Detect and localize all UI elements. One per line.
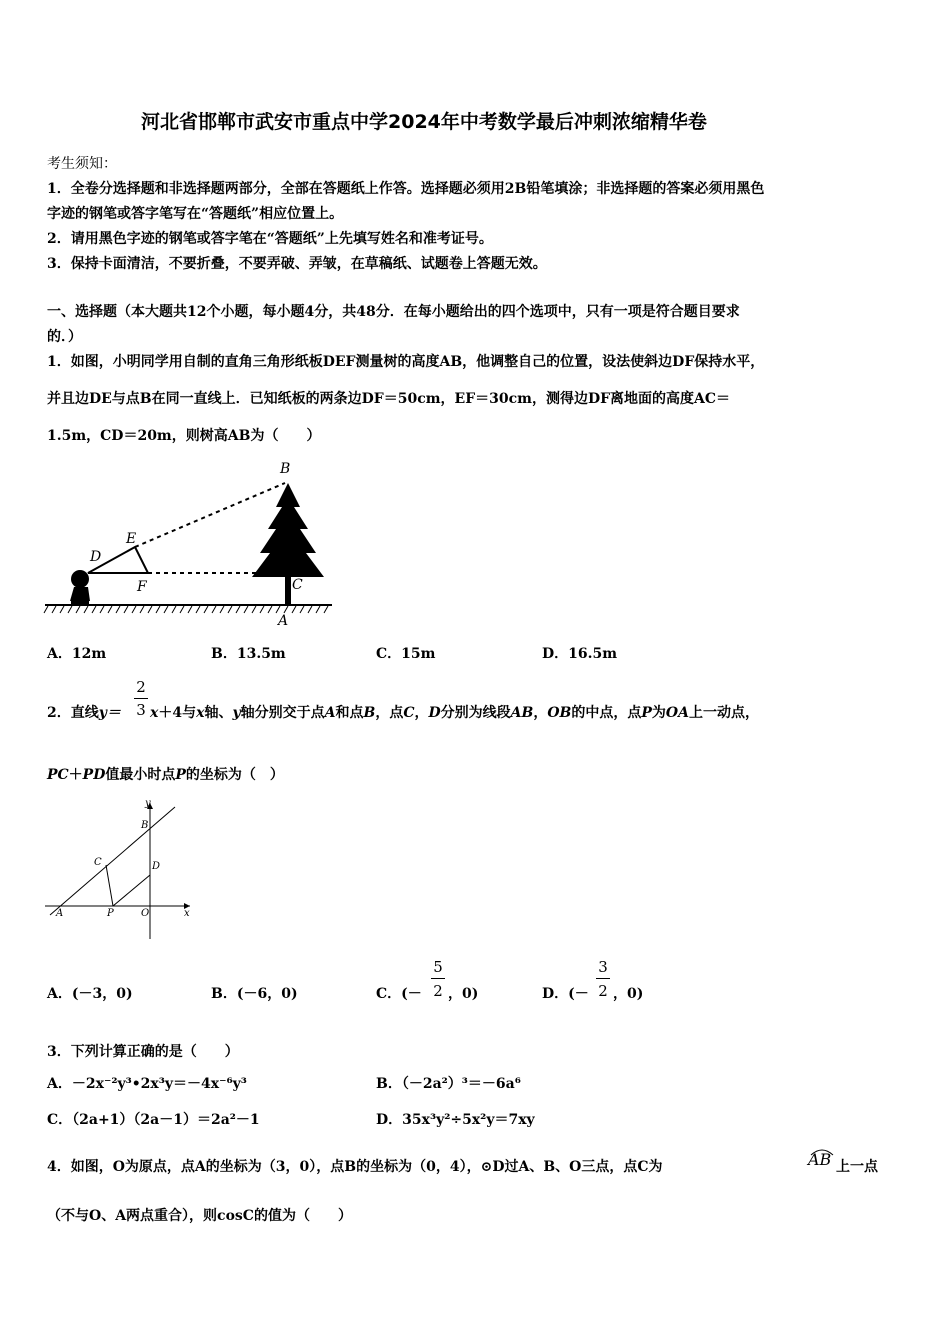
q1-stem-line-3: 1.5m，CD＝20m，则树高AB为（ ） bbox=[47, 428, 321, 444]
q2-option-c-fraction-bar bbox=[431, 978, 445, 979]
q2-label-c: C bbox=[94, 857, 102, 868]
q2-label-b: B bbox=[141, 820, 149, 831]
q3-option-a: A．－2x⁻²y³•2x³y＝－4x⁻⁶y³ bbox=[47, 1076, 247, 1092]
q1-stem-line-1: 1．如图，小明同学用自制的直角三角形纸板DEF测量树的高度AB，他调整自己的位置，设法使斜边DF保持水平， bbox=[47, 354, 765, 370]
q3-option-d: D．35x³y²÷5x²y＝7xy bbox=[376, 1112, 535, 1128]
q2-label-x: x bbox=[184, 908, 190, 919]
q2-stem-line-1-rest: x＋4与x轴、y轴分别交于点A和点B，点C，D分别为线段AB，OB的中点，点P为OA上一动点， bbox=[150, 705, 759, 721]
q2-label-p: P bbox=[107, 908, 114, 919]
q1-label-c: C bbox=[292, 577, 303, 593]
q2-option-d-denominator: 2 bbox=[598, 982, 608, 1000]
q1-label-e: E bbox=[126, 531, 137, 547]
q2-coordinate-figure bbox=[40, 795, 200, 945]
q2-option-a: A．(－3，0) bbox=[47, 986, 133, 1002]
q1-label-d: D bbox=[90, 549, 102, 565]
q2-option-c-denominator: 2 bbox=[433, 982, 443, 1000]
q2-option-c-prefix: C．(－ bbox=[376, 986, 422, 1002]
q2-option-c-suffix: ，0) bbox=[448, 986, 479, 1002]
page-title: 河北省邯郸市武安市重点中学2024年中考数学最后冲刺浓缩精华卷 bbox=[141, 111, 707, 133]
q1-label-f: F bbox=[137, 579, 147, 595]
notice-item-2: 2．请用黑色字迹的钢笔或答字笔在“答题纸”上先填写姓名和准考证号。 bbox=[47, 231, 493, 247]
q2-label-a: A bbox=[56, 908, 64, 919]
q2-label-d: D bbox=[152, 861, 161, 872]
q2-label-y: y bbox=[145, 798, 151, 809]
notice-heading: 考生须知： bbox=[47, 156, 117, 172]
q1-tree-figure bbox=[40, 455, 340, 630]
q4-stem-line-1: 4．如图，O为原点，点A的坐标为（3，0），点B的坐标为（0，4），⊙D过A、B、O三点，点C为 bbox=[47, 1159, 663, 1175]
q2-fraction-denominator: 3 bbox=[136, 701, 146, 719]
notice-item-1-line-2: 字迹的钢笔或答字笔写在“答题纸”相应位置上。 bbox=[47, 206, 344, 222]
q1-option-c: C．15m bbox=[376, 646, 436, 662]
q2-option-d-fraction-bar bbox=[596, 978, 610, 979]
q1-stem-line-2: 并且边DE与点B在同一直线上．已知纸板的两条边DF＝50cm，EF＝30cm，测得边DF离地面的高度AC＝ bbox=[47, 391, 731, 407]
q4-stem-line-2: （不与O、A两点重合），则cosC的值为（ ） bbox=[47, 1208, 352, 1224]
q1-label-a: A bbox=[278, 613, 289, 629]
notice-item-3: 3．保持卡面清洁，不要折叠，不要弄破、弄皱，在草稿纸、试题卷上答题无效。 bbox=[47, 256, 547, 272]
q1-option-a: A．12m bbox=[47, 646, 107, 662]
q3-option-b: B．（－2a²）³＝－6a⁶ bbox=[376, 1076, 521, 1092]
q1-option-d: D．16.5m bbox=[542, 646, 618, 662]
q4-arc-label: AB bbox=[808, 1150, 832, 1169]
q2-fraction-bar bbox=[134, 698, 148, 699]
q2-label-o: O bbox=[141, 908, 150, 919]
q2-stem-line-1: 2．直线y＝ bbox=[47, 705, 121, 721]
q1-option-b: B．13.5m bbox=[211, 646, 286, 662]
section-heading-line-1: 一、选择题（本大题共12个小题，每小题4分，共48分．在每小题给出的四个选项中，只有一项是符合题目要求 bbox=[47, 304, 740, 320]
section-heading-line-2: 的．） bbox=[47, 329, 82, 345]
notice-item-1-line-1: 1．全卷分选择题和非选择题两部分，全部在答题纸上作答。选择题必须用2B铅笔填涂；非选择题的答案必须用黑色 bbox=[47, 181, 765, 197]
q1-label-b: B bbox=[280, 461, 291, 477]
q2-option-d-numerator: 3 bbox=[598, 958, 608, 976]
q2-option-c-numerator: 5 bbox=[433, 958, 443, 976]
q2-fraction-numerator: 2 bbox=[136, 678, 146, 696]
q4-stem-line-1-suffix: 上一点 bbox=[836, 1159, 878, 1175]
q2-option-d-suffix: ，0) bbox=[613, 986, 644, 1002]
q3-option-c: C．（2a+1）（2a－1）＝2a²－1 bbox=[47, 1112, 260, 1128]
q2-stem-line-2: PC＋PD值最小时点P的坐标为（ ） bbox=[47, 767, 284, 783]
q2-option-b: B．(－6，0) bbox=[211, 986, 298, 1002]
q3-stem: 3．下列计算正确的是（ ） bbox=[47, 1044, 239, 1060]
q2-option-d-prefix: D．(－ bbox=[542, 986, 589, 1002]
